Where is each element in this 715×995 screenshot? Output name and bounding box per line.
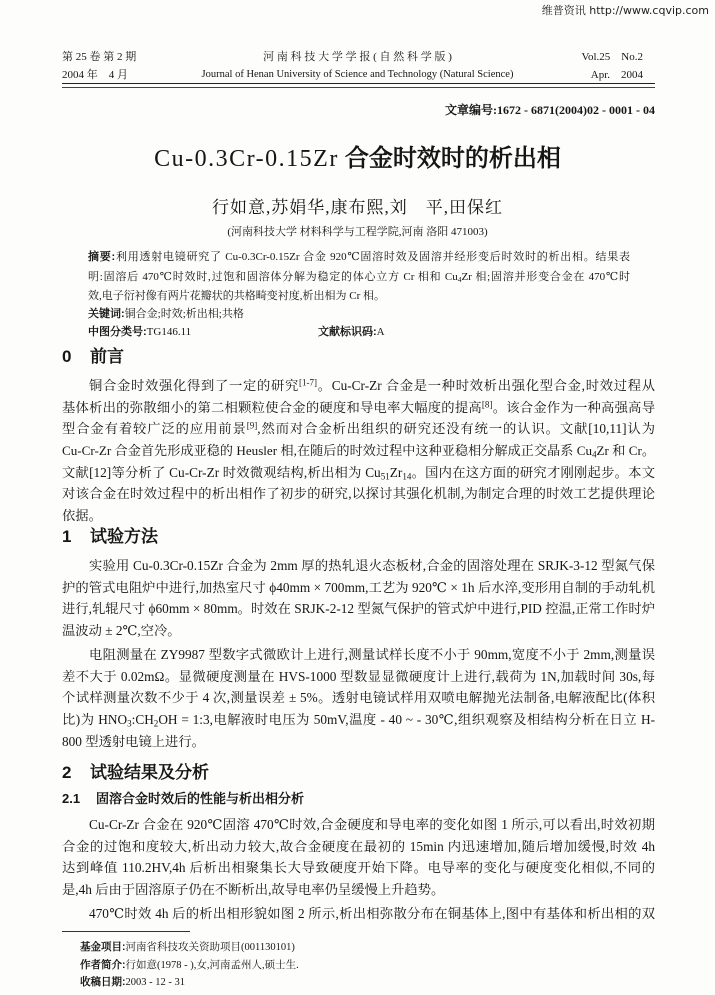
text-segment: 470℃时效 4h 后的析出相形貌如图 2 所示,析出相弥散分布在铜基体上,图中有基体和析出相的双 xyxy=(89,906,655,921)
text-segment: 进行,轧辊尺寸 ϕ60mm × 80mm。时效在 SRJK-2-12 型氮气保护的管式炉中进行,PID 控温,正常工作时炉 xyxy=(62,601,655,617)
section-heading-results xyxy=(62,762,209,784)
text-line xyxy=(62,879,655,901)
text-line xyxy=(62,505,655,527)
month-year: Apr. 2004 xyxy=(590,69,643,81)
abstract-line xyxy=(88,268,630,288)
text-segment: 效,电子衍衬像有两片花瓣状的共格畸变衬度,析出相为 Cr 相。 xyxy=(88,290,385,302)
text-segment: Cu-Cr-Zr 合金首先形成亚稳的 Heusler 相,在随后的时效过程中这种亚稳相分解成正交晶系 Cu xyxy=(62,443,593,459)
section-number: 1 xyxy=(62,527,72,546)
source-watermark: 维普资讯 http://www.cqvip.com xyxy=(541,4,709,17)
text-line xyxy=(62,375,655,397)
text-segment: 对该合金在时效过程中的析出相作了初步的研究,以探讨其强化机制,为制定合理的时效工艺提供理论 xyxy=(62,486,655,502)
section-number: 0 xyxy=(62,347,72,366)
citation: [1-7] xyxy=(298,377,318,388)
volume-number: Vol.25 No.2 xyxy=(581,51,643,63)
text-segment: 实验用 Cu-0.3Cr-0.15Zr 合金为 2mm 厚的热轧退火态板材,合金的固溶处理在 SRJK-3-12 型氮气保 xyxy=(89,558,655,573)
text-segment: Zr 相;固溶并形变合金在 470℃时 xyxy=(461,270,630,283)
subsection-number: 2.1 xyxy=(62,791,81,806)
text-line xyxy=(62,440,655,462)
affiliation: (河南科技大学 材料科学与工程学院,河南 洛阳 471003) xyxy=(227,226,488,238)
footnote-author-bio xyxy=(80,957,640,975)
issue-date: 2004 年 4 月 xyxy=(62,69,128,81)
text-segment: :CH xyxy=(131,712,154,728)
classification xyxy=(88,323,488,341)
subscript: 4 xyxy=(592,449,597,460)
subscript: 3 xyxy=(127,718,132,729)
footnote-text: 2003 - 12 - 31 xyxy=(125,977,185,988)
article-number: 文章编号:1672 - 6871(2004)02 - 0001 - 04 xyxy=(445,103,655,117)
footnote-text: 行如意(1978 - ),女,河南孟州人,硕士生. xyxy=(125,959,299,971)
text-segment: 温波动 ± 2℃,空冷。 xyxy=(62,623,181,639)
methods-paragraph-1 xyxy=(62,555,655,642)
footnote-rule xyxy=(62,931,190,932)
text-segment: Cu-Cr-Zr 合金在 920℃固溶 470℃时效,合金硬度和导电率的变化如图 1 所示,可以看出,时效初期 xyxy=(89,817,655,832)
document-code xyxy=(318,323,385,341)
text-line xyxy=(62,397,655,419)
text-line xyxy=(62,687,655,709)
text-line xyxy=(62,814,655,836)
footnote-funding xyxy=(80,939,640,957)
text-segment: 合金的过饱和度较大,析出动力较大,故合金硬度在最初的 15min 内迅速增加,随后增加缓慢,时效 4h xyxy=(62,838,655,854)
paper-title xyxy=(0,143,715,175)
abstract-label: 摘要: xyxy=(88,251,116,263)
text-segment: 。Cu-Cr-Zr 合金是一种时效析出强化型合金,时效过程从 xyxy=(317,378,655,393)
keywords xyxy=(88,305,244,323)
text-segment: 明:固溶后 470℃时效时,过饱和固溶体分解为稳定的体心立方 Cr 相和 Cu xyxy=(88,270,458,283)
text-segment: 达到峰值 110.2HV,4h 后析出相聚集长大导致硬度开始下降。电导率的变化与硬度变化相似,不同的 xyxy=(62,860,655,876)
clc-code: TG146.11 xyxy=(146,326,192,338)
intro-paragraph xyxy=(62,375,655,527)
text-line xyxy=(62,644,655,666)
results-paragraph-1 xyxy=(62,814,655,901)
text-line xyxy=(62,598,655,620)
text-segment: 比)为 HNO xyxy=(62,712,128,728)
text-segment: 。国内在这方面的研究才刚刚起步。本文 xyxy=(411,464,655,480)
text-line xyxy=(62,555,655,577)
title-alloy: Cu-0.3Cr-0.15Zr xyxy=(154,146,339,172)
abstract-line xyxy=(88,287,630,307)
text-segment: Zr xyxy=(389,464,403,480)
volume-issue: 第 25 卷 第 2 期 xyxy=(62,51,137,63)
text-segment: 基体析出的弥散细小的第二相颗粒使合金的硬度和导电率大幅度的提高 xyxy=(62,399,482,415)
citation: [9] xyxy=(246,421,258,432)
section-title: 试验结果及分析 xyxy=(90,763,209,782)
footnote-label: 作者简介: xyxy=(80,958,126,971)
clc-label: 中图分类号: xyxy=(88,326,147,338)
abstract xyxy=(88,248,630,307)
text-segment: 型合金有着较广泛的应用前景 xyxy=(62,421,247,437)
subsection-heading-2-1 xyxy=(62,790,304,808)
subscript: 51 xyxy=(380,471,390,482)
text-segment: 电阻测量在 ZY9987 型数字式微欧计上进行,测量试样长度不小于 90mm,宽度不小于 2mm,测量误 xyxy=(89,647,655,662)
doc-code-value: A xyxy=(376,326,385,338)
doc-code-label: 文献标识码: xyxy=(318,326,377,338)
text-line xyxy=(62,731,655,753)
text-segment: 文献[12]等分析了 Cu-Cr-Zr 时效微观结构,析出相为 Cu xyxy=(62,464,381,480)
citation: [8] xyxy=(481,399,493,410)
section-title: 前言 xyxy=(90,347,124,366)
text-segment: 护的管式电阻炉中进行,加热室尺寸 ϕ40mm × 700mm,工艺为 920℃ × 1h 后水淬,变形用自制的手动轧机 xyxy=(62,579,655,595)
journal-name-cn: 河 南 科 技 大 学 学 报 ( 自 然 科 学 版 ) xyxy=(263,51,452,63)
text-segment: 是,4h 后由于固溶原子仍在不断析出,故导电率仍呈缓慢上升趋势。 xyxy=(62,882,445,898)
keywords-text: 铜合金;时效;析出相;共格 xyxy=(124,308,244,320)
subscript: 2 xyxy=(153,718,159,729)
footnote-received-date xyxy=(80,974,640,992)
section-number: 2 xyxy=(62,763,72,782)
text-line xyxy=(62,903,655,925)
section-heading-methods xyxy=(62,526,158,548)
text-line xyxy=(62,709,655,731)
subsection-title: 固溶合金时效后的性能与析出相分析 xyxy=(96,791,305,806)
text-line xyxy=(62,418,655,440)
text-segment: 铜合金时效强化得到了一定的研究 xyxy=(89,378,299,393)
text-segment: 依据。 xyxy=(62,508,102,524)
text-segment: 。该合金作为一种高强高导 xyxy=(492,399,655,415)
methods-paragraph-2 xyxy=(62,644,655,752)
results-paragraph-2 xyxy=(62,903,655,925)
subscript: 4 xyxy=(457,274,462,284)
header-rule-thin xyxy=(62,87,655,88)
text-segment: 个试样测量次数不少于 4 次,测量误差 ± 5%。透射电镜试样用双喷电解抛光法制备,电解液配比(体积 xyxy=(62,690,655,706)
text-segment: OH = 1:3,电解液时电压为 50mV,温度 - 40 ~ - 30℃,组织观察及相结构分析在日立 H- xyxy=(158,712,655,728)
footnote-text: 河南省科技攻关资助项目(001130101) xyxy=(125,942,295,953)
text-segment: 800 型透射电镜上进行。 xyxy=(62,733,205,749)
abstract-line xyxy=(88,248,630,268)
text-line xyxy=(62,666,655,688)
keywords-label: 关键词: xyxy=(88,308,125,320)
text-line xyxy=(62,462,655,484)
text-segment: ,然而对合金析出组织的研究还没有统一的认识。文献[10,11]认为 xyxy=(257,421,655,437)
text-line xyxy=(62,483,655,505)
section-title: 试验方法 xyxy=(90,527,158,546)
text-line xyxy=(62,620,655,642)
footnote-label: 基金项目: xyxy=(80,941,126,953)
title-text: 合金时效时的析出相 xyxy=(344,145,561,172)
text-segment: 利用透射电镜研究了 Cu-0.3Cr-0.15Zr 合金 920℃固溶时效及固溶并经形变后时效时的析出相。结果表 xyxy=(115,251,630,263)
subscript: 14 xyxy=(402,471,412,482)
text-line xyxy=(62,857,655,879)
section-heading-intro xyxy=(62,346,124,368)
text-line xyxy=(62,577,655,599)
text-segment: 差不大于 0.02mΩ。显微硬度测量在 HVS-1000 型数显显微硬度计上进行,载荷为 1N,加载时间 30s,每 xyxy=(62,668,655,684)
text-line xyxy=(62,836,655,858)
author-list: 行如意,苏娟华,康布熙,刘 平,田保红 xyxy=(212,198,503,217)
text-segment: Zr 和 Cr。 xyxy=(596,443,655,459)
header-rule xyxy=(62,83,655,84)
header-volume xyxy=(581,48,643,84)
journal-name-en: Journal of Henan University of Science and Technology (Natural Science) xyxy=(201,69,514,80)
footnote-label: 收稿日期: xyxy=(80,976,126,988)
footnotes xyxy=(80,939,640,992)
